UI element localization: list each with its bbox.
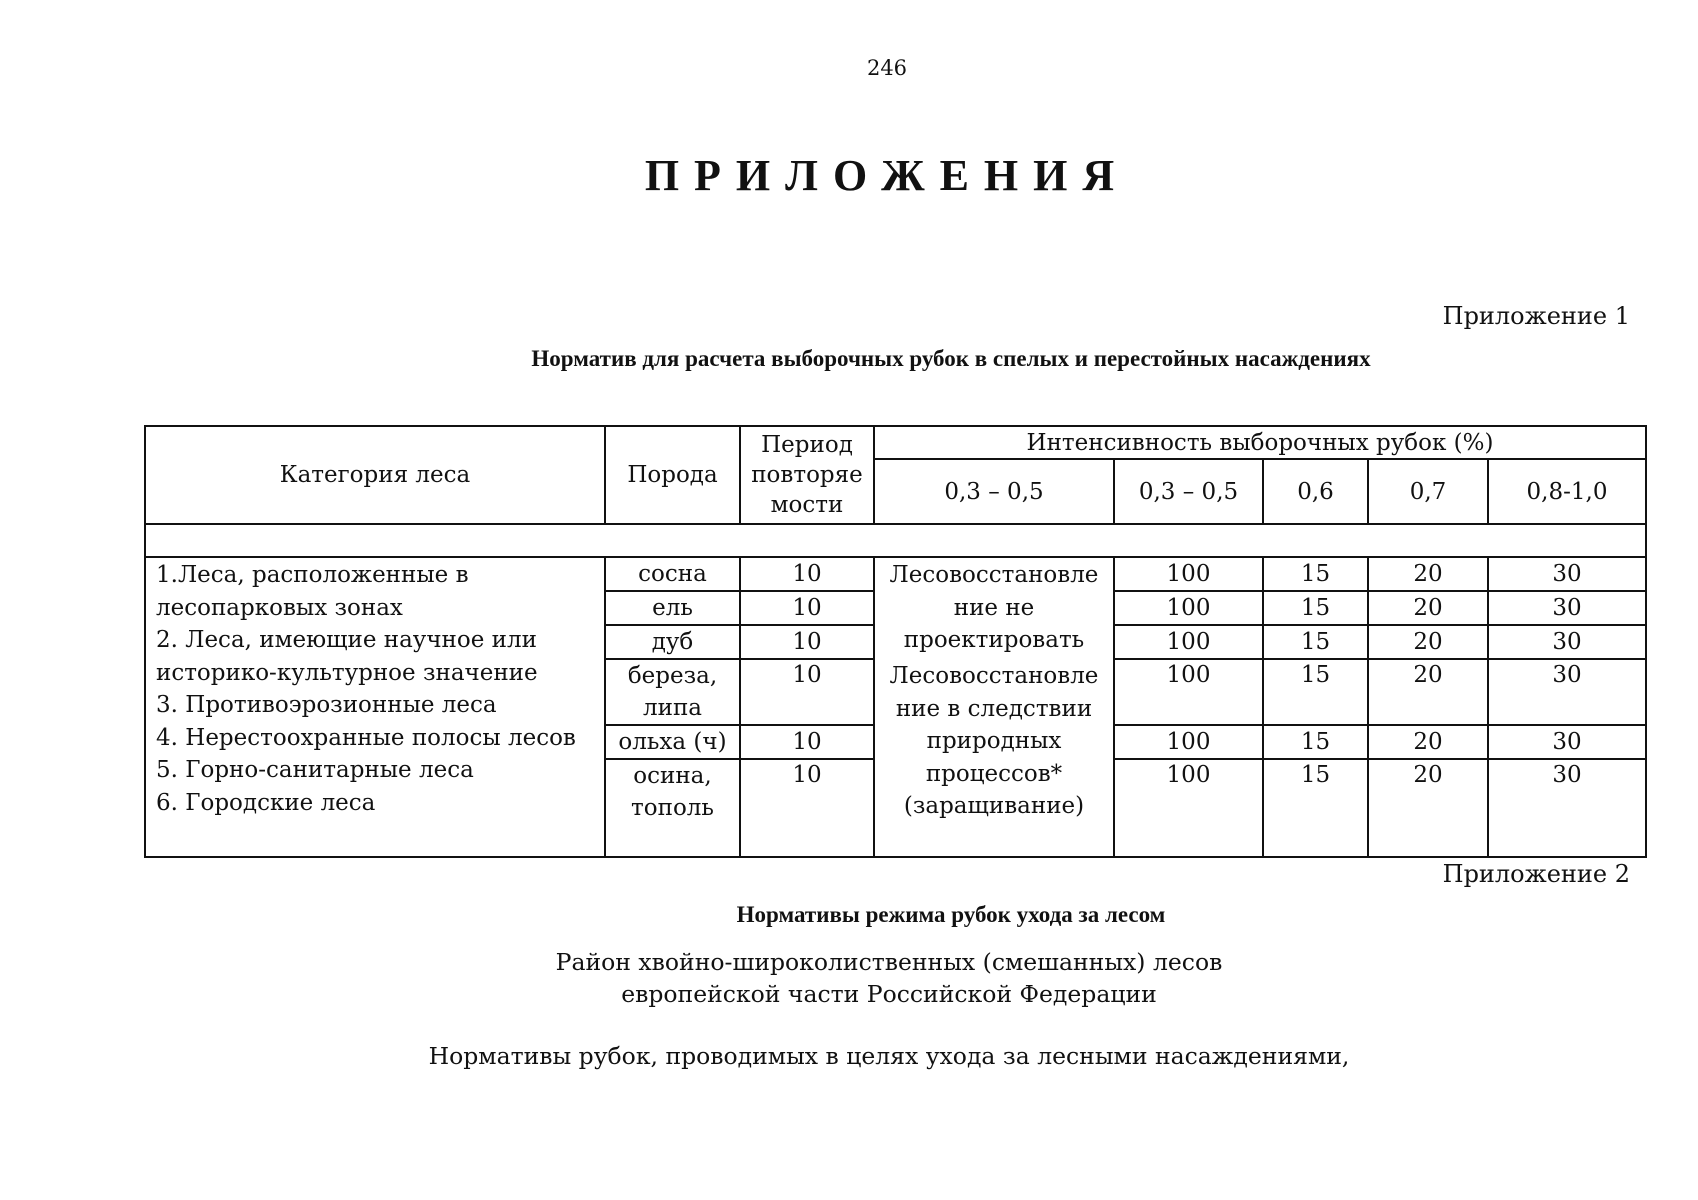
header-category: Категория леса [145,426,605,524]
value-cell: 20 [1368,625,1488,659]
value-cell: 20 [1368,725,1488,759]
region-line: Район хвойно-широколиственных (смешанных) лесов [555,948,1223,976]
method-line: проектировать [903,627,1085,653]
value-cell: 30 [1488,759,1646,857]
species-line: липа [643,695,702,721]
value-cell: 100 [1114,659,1263,725]
period-cell: 10 [740,557,874,591]
header-period-line: Период [761,432,853,458]
main-title: ПРИЛОЖЕНИЯ [644,151,1130,200]
table-row [145,557,1646,591]
value-cell: 20 [1368,659,1488,725]
period-cell: 10 [740,725,874,759]
category-line: 2. Леса, имеющие научное или [156,627,537,653]
species-cell [605,759,740,857]
value-cell: 30 [1488,725,1646,759]
species-cell [605,659,740,725]
method-line: (заращивание) [903,793,1085,819]
value-cell: 15 [1263,659,1368,725]
region-heading [0,946,1698,1010]
value-cell: 15 [1263,759,1368,857]
species-line: береза, [627,663,718,689]
category-line: 3. Противоэрозионные леса [156,692,497,718]
header-period-line: повторяе [751,462,863,488]
period-cell: 10 [740,591,874,625]
value-cell: 20 [1368,759,1488,857]
header-intensity-col: 0,3 – 0,5 [874,459,1114,524]
value-cell: 15 [1263,725,1368,759]
period-cell: 10 [740,659,874,725]
value-cell: 100 [1114,725,1263,759]
period-cell: 10 [740,759,874,857]
method-line: ние не [953,594,1035,621]
species-cell: сосна [605,557,740,591]
value-cell: 100 [1114,625,1263,659]
value-cell: 15 [1263,591,1368,625]
value-cell: 30 [1488,591,1646,625]
norms-text: Нормативы рубок, проводимых в целях ухода за лесными насаждениями, [428,1042,1350,1070]
species-cell: дуб [605,625,740,659]
method-natural-reforestation [874,659,1114,857]
method-line: ние в следствии [895,695,1093,722]
category-line: лесопарковых зонах [156,594,403,621]
appendix-2-label: Приложение 2 [1442,860,1630,888]
appendix-1-label: Приложение 1 [1442,302,1630,330]
value-cell: 100 [1114,557,1263,591]
header-intensity: Интенсивность выборочных рубок (%) [874,426,1646,459]
species-line: тополь [631,795,714,821]
value-cell: 20 [1368,591,1488,625]
category-line: историко-культурное значение [156,659,538,686]
appendix-2-title: Нормативы режима рубок ухода за лесом [736,902,1166,927]
value-cell: 30 [1488,625,1646,659]
selective-cutting-norms-table [144,425,1647,858]
header-period-line: мости [770,492,844,518]
region-line: европейской части Российской Федерации [621,980,1157,1008]
page-number: 246 [866,56,908,80]
category-line: 6. Городские леса [156,789,376,816]
header-intensity-col: 0,8-1,0 [1488,459,1646,524]
category-line: 5. Горно-санитарные леса [156,757,474,783]
species-line: осина, [633,763,712,789]
method-line: Лесовосстановле [889,663,1099,689]
method-line: Лесовосстановле [889,562,1099,588]
header-intensity-col: 0,7 [1368,459,1488,524]
spacer-row [145,524,1646,557]
category-line: 1.Леса, расположенные в [156,562,469,588]
period-cell: 10 [740,625,874,659]
value-cell: 30 [1488,557,1646,591]
value-cell: 100 [1114,591,1263,625]
header-intensity-col: 0,3 – 0,5 [1114,459,1263,524]
value-cell: 100 [1114,759,1263,857]
category-line: 4. Нерестоохранные полосы лесов [156,724,576,751]
header-intensity-col: 0,6 [1263,459,1368,524]
method-line: процессов* [925,760,1063,787]
value-cell: 15 [1263,557,1368,591]
method-line: природных [926,728,1062,754]
appendix-1-title: Норматив для расчета выборочных рубок в спелых и перестойных насаждениях [531,346,1371,371]
species-cell: ель [605,591,740,625]
species-cell: ольха (ч) [605,725,740,759]
header-period [740,426,874,524]
header-species: Порода [605,426,740,524]
category-list [145,557,605,857]
value-cell: 30 [1488,659,1646,725]
method-no-reforestation [874,557,1114,659]
value-cell: 20 [1368,557,1488,591]
value-cell: 15 [1263,625,1368,659]
